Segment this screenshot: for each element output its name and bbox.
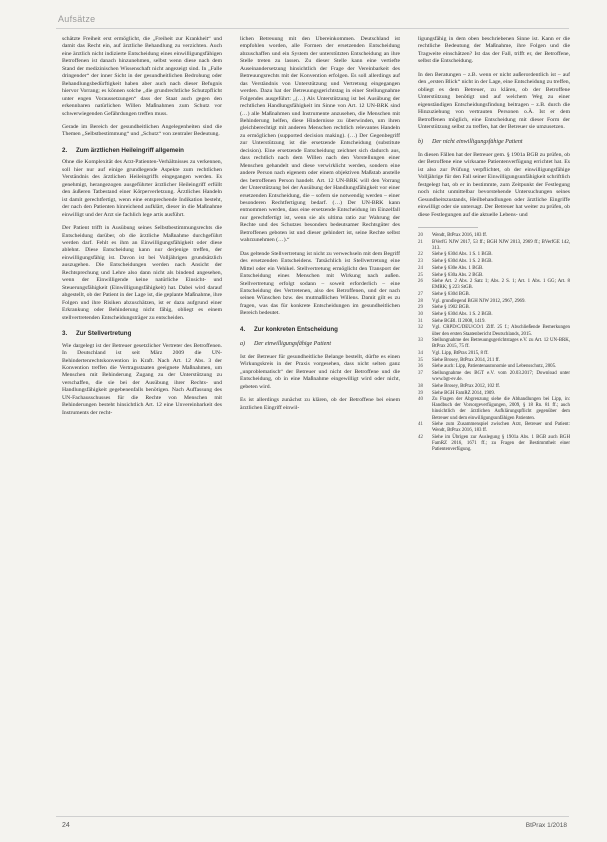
footnote — [418, 240, 570, 252]
header-divider — [56, 28, 569, 29]
subsection-title: Der einwilligungsfähige Patient — [254, 341, 331, 348]
footnote-number: 31 — [418, 318, 423, 324]
section-number: 4. — [240, 325, 246, 333]
footnote-text: Siehe Brosey, BtPrax 2014, 211 ff. — [432, 357, 500, 363]
footnote-text: Siehe auch: Lipp, Patientenautonomie und Lebensschutz, 2005. — [432, 364, 557, 370]
page-number: 24 — [62, 822, 70, 829]
footnote — [418, 338, 570, 350]
footnote-number: 33 — [418, 338, 423, 344]
footnote — [418, 279, 570, 291]
footnote-number: 21 — [418, 239, 423, 245]
footnote — [418, 266, 570, 272]
footnote-text: Siehe § 630d BGB. — [432, 292, 471, 298]
footnote — [418, 384, 570, 390]
footnote-text: Vgl. Lipp, BtPrax 2015, 8 ff. — [432, 351, 489, 357]
footnote-number: 41 — [418, 422, 423, 428]
paragraph: ligungsfähig in dem oben beschriebenen Sinne ist. Kann er die rechtliche Bedeutung der Maßnahme, ihre Folgen und die Tragweite einschätzen? Ist das der Fall, trifft er, der Betroffene, selbst die Entscheidung. — [418, 36, 570, 65]
subsection-heading — [418, 139, 570, 147]
paragraph: schätzte Freiheit erst ermöglicht, die „Freiheit zur Krankheit“ und damit das Recht ein, auf ärztliche Behandlung zu verzichten. Auch eine ärztlich nicht indizierte Entscheidung eines einwilligungsfähigen Betroffenen ist danach hinzunehmen, selbst wenn diese nach dem Stand der medizinischen Wissenschaft nicht angezeigt sind. In „Falle dringender“ der inner Sicht in der gesundheitlichen Bedrohung oder Behandlungsbedürftigkeit haben aber auch nach dieser Befugnis hiervor Vorrang; es können solche „die grundrechtliche Schutzpflicht unter engen Voraussetzungen“ dass der Staat auch gegen den erkennbaren natürlichen Willen Maßnahmen zum Schutz vor schwerwiegenden Gefährdungen treffen muss. — [62, 36, 222, 117]
footnote-number: 23 — [418, 259, 423, 265]
footnote-number: 28 — [418, 298, 423, 304]
footnote-number: 27 — [418, 292, 423, 298]
footnote-divider — [418, 227, 478, 228]
footnote-text: Siehe § 1902 BGB. — [432, 305, 471, 311]
footnote — [418, 391, 570, 397]
subsection-number: b) — [418, 139, 423, 146]
footnote-text: Zu Fragen der Abgrenzung siehe die Abhandlungen bei Lipp, in: Handbuch der Vorsorgeverfügungen, 2009, § 18 Rn. 81 ff.; auch hinsichtlich der ärztlichen Aufklärungspflicht gegenüber dem Betreuer und dem einwilligungsunfähigen Patienten. — [432, 397, 570, 421]
footnote-text: Stellungnahme des BGT e.V. vom 20.03.2017; Download unter www.bgt-ev.de. — [432, 371, 570, 383]
paragraph: In diesen Fällen hat der Betreuer gem. § 1901a BGB zu prüfen, ob der Betroffene eine wirksame Patientenverfügung errichtet hat. Es ist also zur Prüfung verpflichtet, ob der einwilligungsfähige Volljährige für den Fall seiner Einwilligungsunfähigkeit schriftlich festgelegt hat, ob er in bestimmte, zum Zeitpunkt der Festlegung noch nicht unmittelbar bevorstehende Untersuchungen seines Gesundheitszustands, Heilbehandlungen oder ärztliche Eingriffe einwilligt oder sie untersagt. Der Betreuer hat weiter zu prüfen, ob diese Festlegungen auf die aktuelle Lebens- und — [418, 151, 570, 218]
footnote-number: 20 — [418, 233, 423, 239]
journal-issue: BtPrax 1/2018 — [525, 822, 567, 829]
section-title: Zur Stellvertretung — [76, 330, 132, 337]
running-header: Aufsätze — [58, 14, 96, 24]
footnote — [418, 233, 570, 239]
footnote-text: Wendt, BtPrax 2016, 183 ff. — [432, 233, 488, 239]
paragraph: Gerade im Bereich der gesundheitlichen Angelegenheiten sind die Themen „Selbstbestimmung“ und „Schutz“ von zentraler Bedeutung. — [62, 123, 222, 138]
footnote-text: Siehe Brosey, BtPrax 2012, 102 ff. — [432, 383, 501, 389]
footnote-number: 25 — [418, 272, 423, 278]
footnote — [418, 358, 570, 364]
footnote — [418, 397, 570, 421]
footnote-number: 39 — [418, 390, 423, 396]
footnote-text: Siehe § 630d Abs. 1 S. 2 BGB. — [432, 312, 493, 318]
footnote-text: Siehe BGBl. II 2008, 1419. — [432, 318, 486, 324]
subsection-title: Der nicht einwilligungsfähige Patient — [432, 139, 523, 146]
footnote — [418, 259, 570, 265]
footnote-text: Stellungnahme des Betreuungsgerichtstages e.V. zu Art. 12 UN-BRK, BtPrax 2015, 75 ff. — [432, 338, 570, 350]
footnote-text: Vgl. CRPD/C/DEU/CO/1 Ziff. 25 f.; Abschließende Bemerkungen über den ersten Staatenbericht Deutschlands, 2015. — [432, 325, 570, 337]
footnote-text: Siehe § 630e Abs. 1 BGB. — [432, 265, 484, 271]
section-title: Zum ärztlichen Heileingriff allgemein — [76, 146, 184, 154]
footnote — [418, 325, 570, 337]
footnote-number: 36 — [418, 364, 423, 370]
paragraph: Der Patient trifft in Ausübung seines Selbstbestimmungsrechts die Entscheidung darüber, ob die ärztliche Maßnahme durchgeführt werden darf. Fehlt es ihm an Einwilligungsfähigkeit oder diese ablehnt. Diese Entscheidung kann nur derjenige treffen, der einwilligungsfähig ist. Davon ist bei Volljährigen grundsätzlich auszugehen. Die Entscheidungen werden nach Ansicht der Rechtsprechung und Lehre also dann nicht als bindend angesehen, wenn der Einwilligende keine natürliche Einsicht- und Steuerungsfähigkeit (Einwilligungsfähigkeit) hat. Dabei wird darauf abgestellt, ob der Patient in der Lage ist, die geplante Maßnahme, ihre Folgen und ihre Risiken abzuschätzen, ist er dazu aufgrund einer Erkrankung oder Behinderung nicht fähig, obliegt es einem stellvertretenden Entscheidungsträger zu entscheiden. — [62, 225, 222, 321]
footnote-number: 34 — [418, 351, 423, 357]
paragraph: Es ist allerdings zunächst zu klären, ob der Betroffene bei einem ärztlichen Eingriff einwil- — [240, 397, 400, 411]
paragraph: lichen Betreuung mit den Übereinkommen. Deutschland ist empfohlen worden, alle Formen der ersetzenden Entscheidung abzuschaffen und ein System der unterstützten Entscheidung an ihre Stelle treten zu lassen. Zu dieser Stelle kann eine vertiefte Auseinandersetzung hinsichtlich der Frage der Vereinbarkeit des Betreuungsrechts mit der Konvention erfolgen. Es soll allerdings auf das Verständnis von Unterstützung und Vertretung eingegangen werden. Dazu hat der Betreuungsgerichtstag in einer Stellungnahme Folgendes ausgeführt: „(…) Als Unterstützung ist bei Ausübung der rechtlichen Handlungsfähigkeit im Sinne von Art. 12 UN-BRK sind (…) alle Maßnahmen und Instrumente anzusehen, die Menschen mit Behinderung helfen, diese Hindernisse zu überwinden, um ihren gleichberechtigt mit anderen Menschen rechtlich relevantes Handeln zu ermöglichen (supported decision making). (…) Der Gegenbegriff zur Unterstützung ist die ersetzende Entscheidung (substitute decision). Eine ersetzende Entscheidung zeichnet sich dadurch aus, dass rechtlich nach dem Willen nach den Vorstellungen einer Menschen gehandelt und diese verwirklicht werden, sondern eine andere Person nach eigenem oder einem objektiven Maßstab anstelle des betroffenen Person handelt. Art. 12 UN-BRK will den Vorrang der Unterstützung bei der Ausübung der Handlungsfähigkeit vor einer ersetzenden Entscheidung, die – sofern sie notwendig werden – einer besonderen Rechtfertigung bedarf. (…) Der UN-BRK kann entnommen werden, dass eine ersetzende Entscheidung im Einzelfall nur gerechtfertigt ist, wenn sie als ultima ratio zur Wahrung der Rechte und des Schutzes besonders bedeutsamer Rechtsgüter des Betroffenen geboten ist und dieser gehindert ist, seine Rechte selbst wahrzunehmen (…).“ — [240, 36, 400, 244]
text-column-3 — [418, 36, 570, 806]
subsection-number: a) — [240, 341, 245, 348]
footnote-number: 22 — [418, 252, 423, 258]
text-column-1 — [62, 36, 222, 806]
footnote-number: 26 — [418, 279, 423, 285]
footnote — [418, 422, 570, 434]
footnote — [418, 292, 570, 298]
footnote — [418, 319, 570, 325]
footnote-list — [418, 233, 570, 453]
footnote — [418, 312, 570, 318]
paragraph: Ohne die Komplexität des Arzt-Patienten-Verhältnisses zu verkennen, soll hier nur auf einige grundlegende Aspekte zum rechtlichen Verständnis des ärztlichen Heileingriffs eingegangen werden. Es genehmigt, herangezogen ausgeführter ärztlicher Heileingriff erfüllt den äußeren Tatbestand einer Körperverletzung. Ärztliches Handeln ist damit gerechtfertigt, wenn eine entsprechende Indikation besteht, der nach den Patienten hinreichend aufklärt, dieser in die Maßnahme einwilligt und der Arzt sie fachlich lege artis ausführt. — [62, 159, 222, 218]
footnote — [418, 273, 570, 279]
footnote-text: Siehe BGH FamRZ 2014, 1909. — [432, 390, 496, 396]
footnote — [418, 252, 570, 258]
footer-divider — [56, 816, 569, 817]
footnote-number: 40 — [418, 397, 423, 403]
footnote-text: BVerfG NJW 2017, 53 ff.; BGH NJW 2013, 2969 ff.; BVerfGE 142, 313. — [432, 239, 570, 251]
footnote-number: 29 — [418, 305, 423, 311]
subsection-heading — [240, 341, 400, 349]
section-number: 2. — [62, 146, 68, 154]
footnote-text: Siehe Art. 2 Abs. 2 Satz 1; Abs. 2 S. 1; Art. 1 Abs. 1 GG; Art. 8 EMRK; § 223 StGB. — [432, 279, 570, 291]
footnote-text: Siehe § 630d Abs. 1 S. 2 BGB. — [432, 259, 493, 265]
footnote — [418, 299, 570, 305]
footnote — [418, 305, 570, 311]
footnote-number: 42 — [418, 434, 423, 440]
section-heading — [62, 147, 222, 155]
footnote — [418, 371, 570, 383]
footnote-text: Siehe im Übrigen zur Auslegung § 1901a Abs. 1 BGB auch BGH FamRZ 2016, 1671 ff.; zu Fragen der Bestimmtheit einer Patientenverfügung. — [432, 434, 570, 453]
paragraph: In den Beratungen – z.B. wenn er nicht außerordentlich ist – auf den „ersten Blick“ nicht in der Lage, eine Entscheidung zu treffen, obliegt es dem Betreuer, zu klären, ob der Betroffene Unterstützung benötigt und auf welchem Weg zu einer eigenständigen Entscheidungsfindung beitragen – z.B. durch die Hinzuziehung von vertrauten Personen o.Ä. Ist er dem Betroffenen möglich, eine Entscheidung mit dieser Form der Unterstützung selbst zu treffen, hat der Betreuer sie umzusetzen. — [418, 71, 570, 130]
paragraph: Ist der Betreuer für gesundheitliche Belange bestellt, dürfte es einen Wirkungskreis in der Praxis vorgesehen, dass nicht selten ganz „unproblematisch“ der Betreuer und nicht der Betroffene und die Entscheidung, ob in eine Maßnahme eingewilligt wird oder nicht, gebeten wird. — [240, 353, 400, 390]
footnote-text: Siehe § 630a Abs. 2 BGB. — [432, 272, 484, 278]
footnote — [418, 364, 570, 370]
footnote-number: 38 — [418, 383, 423, 389]
text-column-2 — [240, 36, 400, 806]
footnote — [418, 435, 570, 453]
section-heading — [62, 330, 222, 338]
footnote — [418, 351, 570, 357]
footnote-number: 32 — [418, 325, 423, 331]
section-number: 3. — [62, 330, 68, 337]
footnote-text: Siehe § 630d Abs. 1 S. 1 BGB. — [432, 252, 493, 258]
footnote-number: 37 — [418, 371, 423, 377]
footnote-number: 30 — [418, 312, 423, 318]
section-heading — [240, 326, 400, 334]
paragraph: Wie dargelegt ist der Betreuer gesetzlicher Vertreter des Betroffenen. In Deutschland ist seit März 2009 die UN-Behindertenrechtskonvention in Kraft. Nach Art. 12 Abs. 3 der Konvention treffen die Vertragsstaaten geeignete Maßnahmen, um Menschen mit Behinderung Zugang zu der Unterstützung zu verschaffen, die sie bei der Ausübung ihrer Rechts- und Handlungsfähigkeit gegebenenfalls benötigen. Nach Auffassung des UN-Fachausschusses für die Rechte von Menschen mit Behinderungen besteht hinsichtlich Art. 12 eine Unvereinbarkeit des Instruments der recht- — [62, 342, 222, 416]
paragraph: Das geltende Stellvertretung ist nicht zu verwechseln mit dem Begriff des ersetzenden Entscheidens. Tatsächlich ist Stellvertretung eine Mittel oder ein Vehikel. Stellvertretung ermöglicht den Transport der Entscheidung eines Menschen mit Wirkung nach außen. Stellvertretung erfolgt sodann – soweit erforderlich – eine Entscheidung des Vertretenen, also des Betroffenen, und der nach seinen Wünschen bzw. des mutmaßlichen Willens. Damit gilt es zu fragen, was das für konkrete Entscheidungen im gesundheitlichen Bereich bedeutet. — [240, 250, 400, 317]
footnote-number: 24 — [418, 265, 423, 271]
footnote-text: Vgl. grundlegend BGH NJW 2012, 2967, 2969. — [432, 298, 526, 304]
section-title: Zur konkreten Entscheidung — [254, 325, 338, 333]
footnote-text: Siehe zum Zusammenspiel zwischen Arzt, Betreuer und Patient: Wendt, BtPrax 2016, 183 ff. — [432, 422, 570, 434]
footnote-number: 35 — [418, 357, 423, 363]
